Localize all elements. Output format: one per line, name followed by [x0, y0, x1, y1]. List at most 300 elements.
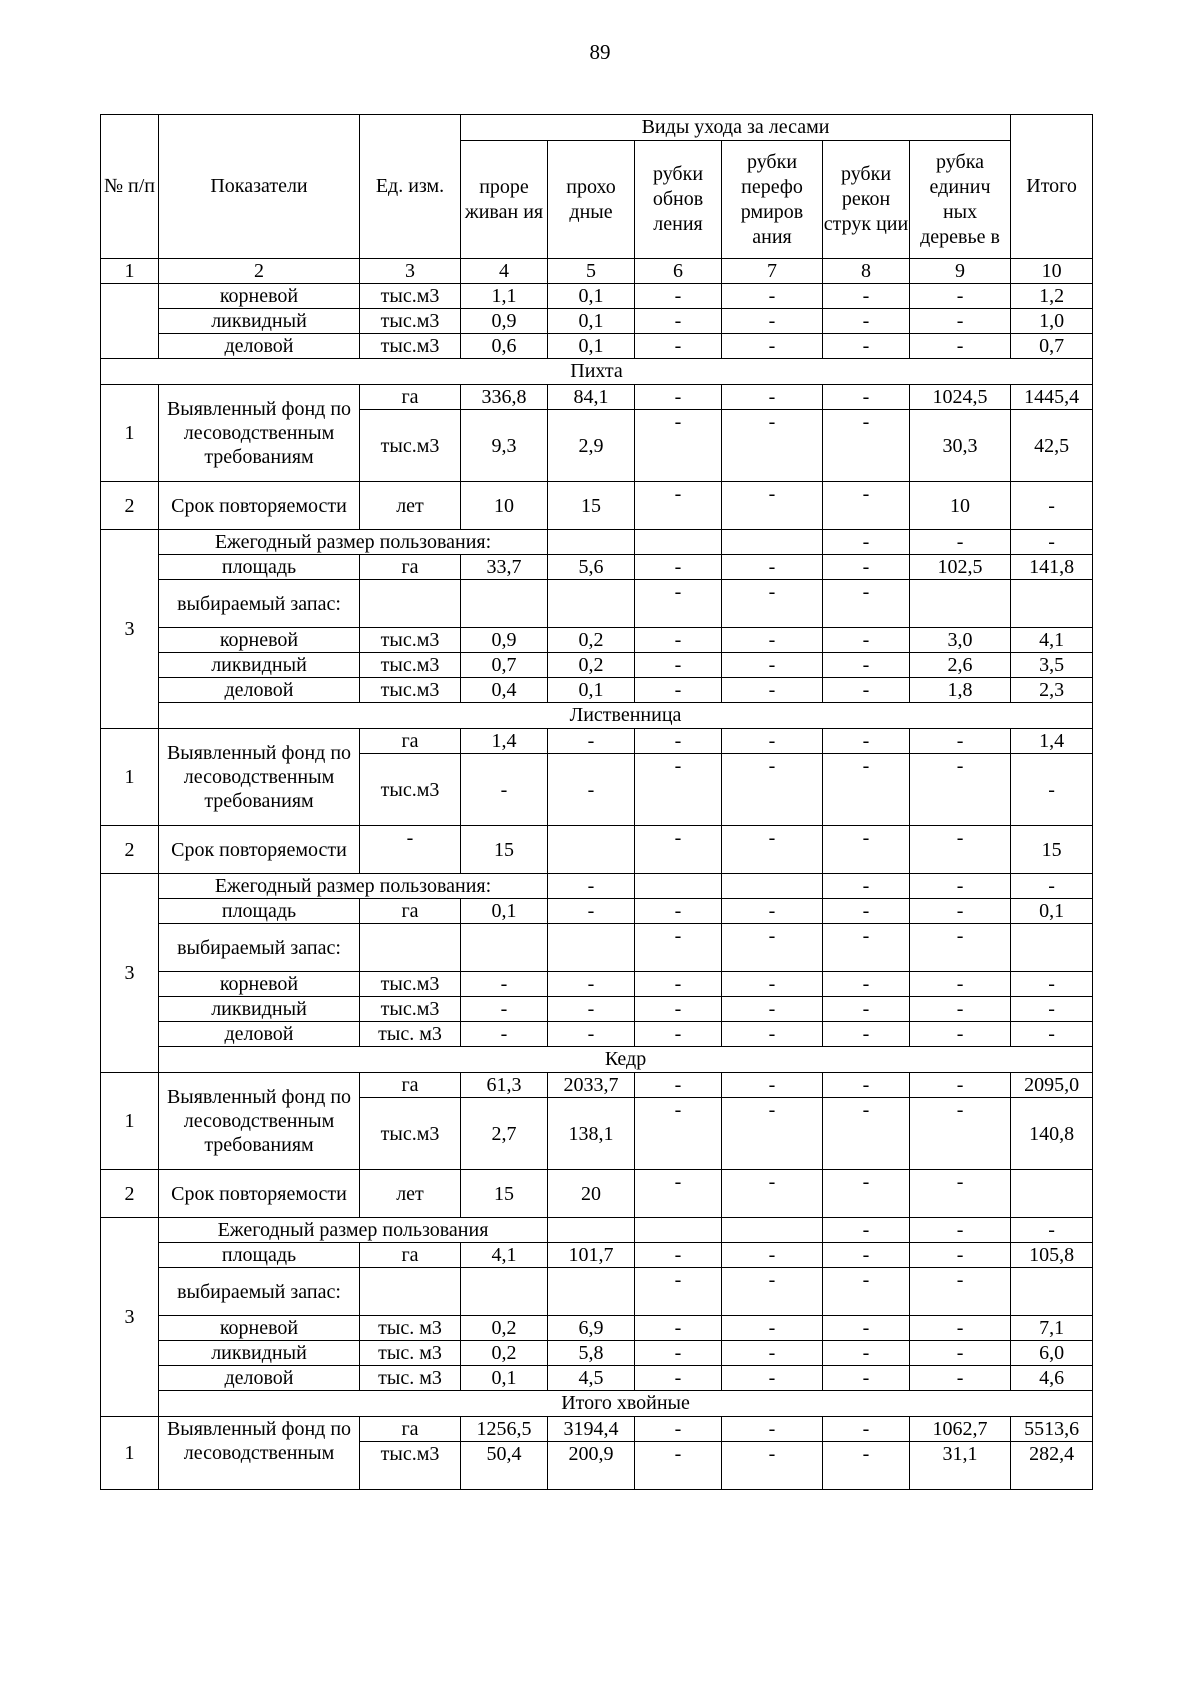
value-cell: - — [910, 284, 1011, 309]
unit-cell — [360, 924, 461, 972]
col-header-indicator: Показатели — [159, 115, 360, 259]
indicator-cell: деловой — [159, 1022, 360, 1047]
value-cell: - — [1011, 530, 1093, 555]
value-cell: 138,1 — [548, 1098, 635, 1170]
value-cell: - — [823, 1073, 910, 1098]
value-cell — [635, 530, 722, 555]
indicator-cell: Выявленный фонд по лесоводственным — [159, 1417, 360, 1490]
indicator-cell: Срок повторяемости — [159, 1170, 360, 1218]
value-cell: - — [722, 1442, 823, 1490]
value-cell: - — [910, 1170, 1011, 1218]
value-cell: - — [635, 284, 722, 309]
value-cell — [1011, 1268, 1093, 1316]
value-cell: - — [722, 580, 823, 628]
value-cell: - — [722, 410, 823, 482]
indicator-cell: Выявленный фонд по лесоводственным требованиям — [159, 1073, 360, 1170]
value-cell: - — [910, 1218, 1011, 1243]
value-cell: - — [910, 1268, 1011, 1316]
value-cell: - — [823, 628, 910, 653]
col-number: 8 — [823, 259, 910, 284]
indicator-cell: Выявленный фонд по лесоводственным требованиям — [159, 385, 360, 482]
value-cell: - — [910, 1022, 1011, 1047]
row-number: 2 — [101, 1170, 159, 1218]
value-cell — [1011, 580, 1093, 628]
value-cell: - — [635, 1341, 722, 1366]
value-cell: - — [823, 1243, 910, 1268]
value-cell: - — [722, 1417, 823, 1442]
value-cell: - — [823, 1366, 910, 1391]
table-row — [101, 1316, 1093, 1341]
value-cell: - — [635, 972, 722, 997]
table-row — [101, 1366, 1093, 1391]
value-cell: - — [823, 997, 910, 1022]
value-cell: 282,4 — [1011, 1442, 1093, 1490]
value-cell: - — [823, 899, 910, 924]
col-number: 10 — [1011, 259, 1093, 284]
table-row — [101, 284, 1093, 309]
value-cell: - — [722, 1268, 823, 1316]
unit-cell: тыс.м3 — [360, 1098, 461, 1170]
value-cell: - — [461, 972, 548, 997]
row-number: 1 — [101, 1073, 159, 1170]
indicator-cell: деловой — [159, 334, 360, 359]
value-cell: - — [823, 729, 910, 754]
col-number: 3 — [360, 259, 461, 284]
value-cell — [461, 580, 548, 628]
value-cell: - — [823, 1022, 910, 1047]
value-cell: 3,0 — [910, 628, 1011, 653]
col-header-type: рубки обнов ления — [635, 141, 722, 259]
value-cell: - — [722, 284, 823, 309]
section-title: Кедр — [159, 1047, 1093, 1073]
value-cell: - — [635, 1268, 722, 1316]
unit-cell: га — [360, 729, 461, 754]
value-cell: 2095,0 — [1011, 1073, 1093, 1098]
unit-cell: тыс.м3 — [360, 653, 461, 678]
value-cell — [635, 1218, 722, 1243]
value-cell: - — [823, 874, 910, 899]
value-cell — [548, 530, 635, 555]
value-cell: - — [722, 1366, 823, 1391]
value-cell: - — [635, 899, 722, 924]
value-cell: - — [722, 1316, 823, 1341]
value-cell: 15 — [461, 1170, 548, 1218]
value-cell: - — [635, 924, 722, 972]
value-cell: 6,0 — [1011, 1341, 1093, 1366]
col-header-type: рубки рекон струк ции — [823, 141, 910, 259]
indicator-cell: ликвидный — [159, 309, 360, 334]
value-cell: 2,6 — [910, 653, 1011, 678]
table-row — [101, 530, 1093, 555]
value-cell: 4,1 — [461, 1243, 548, 1268]
row-number: 3 — [101, 874, 159, 1073]
value-cell: 84,1 — [548, 385, 635, 410]
indicator-cell: деловой — [159, 678, 360, 703]
value-cell: - — [910, 309, 1011, 334]
value-cell — [548, 580, 635, 628]
value-cell: - — [722, 309, 823, 334]
value-cell: 0,9 — [461, 309, 548, 334]
col-header-type: рубка единич ных деревье в — [910, 141, 1011, 259]
value-cell — [548, 924, 635, 972]
indicator-cell: Выявленный фонд по лесоводственным требованиям — [159, 729, 360, 826]
table-row — [101, 115, 1093, 141]
value-cell: 2,9 — [548, 410, 635, 482]
num-cell — [101, 284, 159, 359]
value-cell: - — [635, 1073, 722, 1098]
value-cell: 141,8 — [1011, 555, 1093, 580]
value-cell: 0,2 — [548, 653, 635, 678]
value-cell: - — [635, 1417, 722, 1442]
unit-cell: тыс.м3 — [360, 284, 461, 309]
value-cell: 15 — [461, 826, 548, 874]
unit-cell: тыс.м3 — [360, 972, 461, 997]
value-cell: 1062,7 — [910, 1417, 1011, 1442]
value-cell: - — [823, 678, 910, 703]
value-cell: - — [722, 1341, 823, 1366]
value-cell: 2,7 — [461, 1098, 548, 1170]
section-title: Пихта — [101, 359, 1093, 385]
value-cell: - — [635, 653, 722, 678]
value-cell: - — [823, 754, 910, 826]
value-cell: - — [722, 754, 823, 826]
table-row — [101, 259, 1093, 284]
value-cell: 0,1 — [461, 899, 548, 924]
unit-cell: тыс. м3 — [360, 1341, 461, 1366]
value-cell: 1445,4 — [1011, 385, 1093, 410]
table-row — [101, 1341, 1093, 1366]
value-cell: - — [823, 309, 910, 334]
value-cell: 7,1 — [1011, 1316, 1093, 1341]
indicator-cell: площадь — [159, 1243, 360, 1268]
page-number: 89 — [589, 40, 611, 64]
value-cell — [461, 924, 548, 972]
table-row — [101, 555, 1093, 580]
value-cell: - — [635, 482, 722, 530]
value-cell: - — [635, 1022, 722, 1047]
value-cell: - — [1011, 1218, 1093, 1243]
indicator-cell: ликвидный — [159, 997, 360, 1022]
table-row — [101, 1218, 1093, 1243]
value-cell: 5,8 — [548, 1341, 635, 1366]
unit-cell: га — [360, 555, 461, 580]
section-title: Лиственница — [159, 703, 1093, 729]
value-cell: - — [635, 729, 722, 754]
unit-cell: тыс. м3 — [360, 1022, 461, 1047]
value-cell: - — [635, 580, 722, 628]
table-row — [101, 309, 1093, 334]
value-cell — [635, 874, 722, 899]
value-cell: - — [823, 334, 910, 359]
value-cell: 1,1 — [461, 284, 548, 309]
table-row — [101, 1170, 1093, 1218]
unit-cell: тыс.м3 — [360, 628, 461, 653]
value-cell: - — [722, 972, 823, 997]
value-cell: 30,3 — [910, 410, 1011, 482]
value-cell: - — [823, 1170, 910, 1218]
value-cell — [722, 530, 823, 555]
value-cell: 9,3 — [461, 410, 548, 482]
indicator-cell: площадь — [159, 555, 360, 580]
table-row — [101, 678, 1093, 703]
value-cell: 336,8 — [461, 385, 548, 410]
table-row — [101, 1073, 1093, 1098]
value-cell: - — [910, 1341, 1011, 1366]
value-cell: - — [722, 678, 823, 703]
value-cell: - — [1011, 482, 1093, 530]
value-cell — [1011, 924, 1093, 972]
value-cell: - — [910, 530, 1011, 555]
value-cell: - — [910, 1243, 1011, 1268]
value-cell: - — [722, 555, 823, 580]
value-cell: 0,1 — [548, 284, 635, 309]
value-cell: 15 — [1011, 826, 1093, 874]
table-row — [101, 899, 1093, 924]
value-cell: - — [548, 972, 635, 997]
unit-cell: га — [360, 1417, 461, 1442]
indicator-cell: площадь — [159, 899, 360, 924]
annual-label: Ежегодный размер пользования: — [159, 874, 548, 899]
value-cell: - — [548, 1022, 635, 1047]
value-cell: - — [722, 1073, 823, 1098]
col-number: 2 — [159, 259, 360, 284]
value-cell: - — [635, 754, 722, 826]
table-row — [101, 729, 1093, 754]
table-row — [101, 874, 1093, 899]
value-cell: - — [1011, 997, 1093, 1022]
value-cell: 2033,7 — [548, 1073, 635, 1098]
value-cell — [910, 580, 1011, 628]
value-cell: - — [635, 1316, 722, 1341]
value-cell: - — [823, 1268, 910, 1316]
col-header-num: № п/п — [101, 115, 159, 259]
col-number: 5 — [548, 259, 635, 284]
value-cell: 0,7 — [1011, 334, 1093, 359]
value-cell: - — [635, 997, 722, 1022]
row-number: 2 — [101, 482, 159, 530]
value-cell: - — [461, 997, 548, 1022]
col-number: 9 — [910, 259, 1011, 284]
indicator-cell: Срок повторяемости — [159, 826, 360, 874]
value-cell: 0,1 — [548, 334, 635, 359]
value-cell: - — [635, 1366, 722, 1391]
value-cell: 0,6 — [461, 334, 548, 359]
value-cell: 102,5 — [910, 555, 1011, 580]
value-cell: 0,9 — [461, 628, 548, 653]
row-number: 3 — [101, 530, 159, 729]
value-cell: 5513,6 — [1011, 1417, 1093, 1442]
value-cell: 0,1 — [548, 309, 635, 334]
indicator-cell: корневой — [159, 1316, 360, 1341]
value-cell: - — [910, 1098, 1011, 1170]
value-cell: - — [823, 385, 910, 410]
table-row — [101, 1047, 1093, 1073]
value-cell: - — [635, 1170, 722, 1218]
value-cell: - — [823, 1316, 910, 1341]
value-cell: - — [722, 385, 823, 410]
value-cell: 15 — [548, 482, 635, 530]
value-cell: - — [548, 874, 635, 899]
col-number: 6 — [635, 259, 722, 284]
col-header-type: рубки перефо рмиров ания — [722, 141, 823, 259]
value-cell: 5,6 — [548, 555, 635, 580]
value-cell: 0,1 — [461, 1366, 548, 1391]
value-cell: - — [910, 1073, 1011, 1098]
indicator-cell: корневой — [159, 972, 360, 997]
value-cell: - — [722, 334, 823, 359]
value-cell: 200,9 — [548, 1442, 635, 1490]
value-cell: - — [910, 997, 1011, 1022]
value-cell: 10 — [910, 482, 1011, 530]
value-cell: - — [722, 997, 823, 1022]
value-cell: - — [548, 729, 635, 754]
value-cell: - — [722, 1243, 823, 1268]
col-header-type: прохо дные — [548, 141, 635, 259]
value-cell: - — [823, 1341, 910, 1366]
indicator-cell: ликвидный — [159, 1341, 360, 1366]
value-cell: - — [461, 1022, 548, 1047]
value-cell: 4,6 — [1011, 1366, 1093, 1391]
value-cell: 1,8 — [910, 678, 1011, 703]
value-cell: - — [823, 1218, 910, 1243]
value-cell: 50,4 — [461, 1442, 548, 1490]
value-cell: 1256,5 — [461, 1417, 548, 1442]
row-number: 1 — [101, 385, 159, 482]
value-cell — [548, 1268, 635, 1316]
value-cell: - — [635, 628, 722, 653]
value-cell: - — [823, 555, 910, 580]
indicator-cell: ликвидный — [159, 653, 360, 678]
unit-cell: тыс.м3 — [360, 1442, 461, 1490]
unit-cell: лет — [360, 1170, 461, 1218]
indicator-cell: выбираемый запас: — [159, 580, 360, 628]
value-cell: 0,4 — [461, 678, 548, 703]
unit-cell: га — [360, 1243, 461, 1268]
table-row — [101, 359, 1093, 385]
unit-cell: - — [360, 826, 461, 874]
value-cell: 6,9 — [548, 1316, 635, 1341]
value-cell: 3194,4 — [548, 1417, 635, 1442]
value-cell: 1,2 — [1011, 284, 1093, 309]
table-row — [101, 385, 1093, 410]
table-row — [101, 334, 1093, 359]
col-number: 4 — [461, 259, 548, 284]
unit-cell: га — [360, 899, 461, 924]
value-cell: 0,2 — [548, 628, 635, 653]
indicator-cell: корневой — [159, 628, 360, 653]
value-cell — [548, 826, 635, 874]
unit-cell: тыс.м3 — [360, 410, 461, 482]
value-cell: - — [823, 1417, 910, 1442]
value-cell: 3,5 — [1011, 653, 1093, 678]
value-cell: 1,4 — [461, 729, 548, 754]
value-cell: - — [823, 530, 910, 555]
indicator-cell: выбираемый запас: — [159, 1268, 360, 1316]
value-cell: - — [635, 678, 722, 703]
value-cell: - — [635, 385, 722, 410]
value-cell: - — [722, 1170, 823, 1218]
col-header-unit: Ед. изм. — [360, 115, 461, 259]
value-cell — [548, 1218, 635, 1243]
indicator-cell: Срок повторяемости — [159, 482, 360, 530]
value-cell: - — [910, 334, 1011, 359]
value-cell: - — [910, 924, 1011, 972]
table-row — [101, 580, 1093, 628]
value-cell: - — [548, 899, 635, 924]
value-cell — [1011, 1170, 1093, 1218]
table-row — [101, 628, 1093, 653]
value-cell: - — [722, 826, 823, 874]
value-cell: 4,1 — [1011, 628, 1093, 653]
value-cell: - — [910, 729, 1011, 754]
table-row — [101, 1243, 1093, 1268]
value-cell: - — [910, 1316, 1011, 1341]
value-cell: - — [722, 899, 823, 924]
value-cell: - — [722, 1098, 823, 1170]
value-cell: - — [823, 580, 910, 628]
value-cell — [722, 874, 823, 899]
table-row — [101, 1268, 1093, 1316]
section-title: Итого хвойные — [159, 1391, 1093, 1417]
value-cell: 2,3 — [1011, 678, 1093, 703]
value-cell: - — [635, 410, 722, 482]
value-cell: - — [823, 1442, 910, 1490]
value-cell: - — [910, 754, 1011, 826]
value-cell: - — [910, 826, 1011, 874]
col-number: 1 — [101, 259, 159, 284]
value-cell: 0,1 — [1011, 899, 1093, 924]
unit-cell: га — [360, 385, 461, 410]
value-cell: - — [823, 826, 910, 874]
unit-cell: тыс.м3 — [360, 754, 461, 826]
unit-cell — [360, 1268, 461, 1316]
row-number: 1 — [101, 729, 159, 826]
table-row — [101, 1022, 1093, 1047]
value-cell: - — [722, 729, 823, 754]
value-cell: 42,5 — [1011, 410, 1093, 482]
value-cell: 33,7 — [461, 555, 548, 580]
value-cell: 0,2 — [461, 1316, 548, 1341]
unit-cell: тыс.м3 — [360, 997, 461, 1022]
value-cell: - — [635, 309, 722, 334]
value-cell: - — [823, 1098, 910, 1170]
value-cell: 20 — [548, 1170, 635, 1218]
unit-cell: лет — [360, 482, 461, 530]
row-number: 3 — [101, 1218, 159, 1417]
annual-label: Ежегодный размер пользования — [159, 1218, 548, 1243]
table-row — [101, 924, 1093, 972]
value-cell: - — [635, 334, 722, 359]
value-cell: - — [461, 754, 548, 826]
value-cell: 1,4 — [1011, 729, 1093, 754]
value-cell: - — [635, 1243, 722, 1268]
value-cell: - — [635, 1098, 722, 1170]
row-number: 2 — [101, 826, 159, 874]
unit-cell: тыс.м3 — [360, 334, 461, 359]
value-cell: - — [722, 628, 823, 653]
value-cell: - — [1011, 972, 1093, 997]
unit-cell: тыс.м3 — [360, 309, 461, 334]
col-header-type: проре живан ия — [461, 141, 548, 259]
value-cell: - — [722, 1022, 823, 1047]
annual-label: Ежегодный размер пользования: — [159, 530, 548, 555]
value-cell: 140,8 — [1011, 1098, 1093, 1170]
value-cell: - — [1011, 754, 1093, 826]
table-row — [101, 482, 1093, 530]
table-row — [101, 1417, 1093, 1442]
value-cell: - — [722, 482, 823, 530]
value-cell: - — [910, 874, 1011, 899]
